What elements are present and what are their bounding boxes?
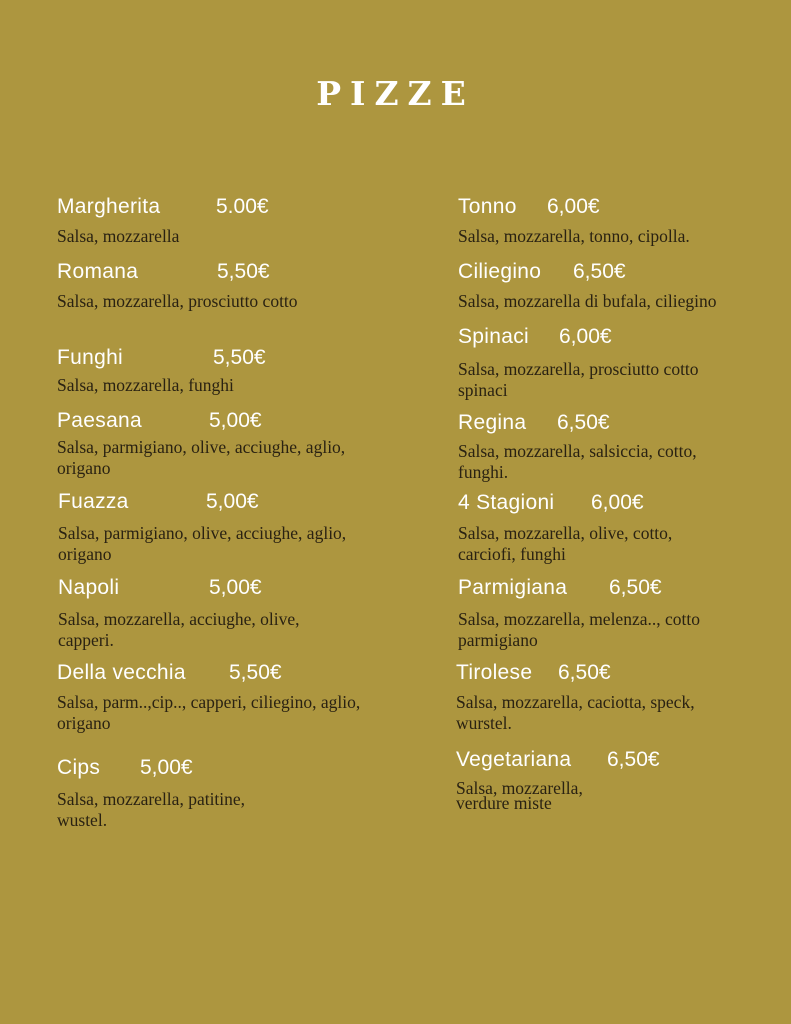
item-description: Salsa, mozzarella, salsiccia, cotto, funghi. xyxy=(458,441,697,482)
item-name: Funghi xyxy=(57,346,124,369)
item-description: Salsa, mozzarella, tonno, cipolla. xyxy=(458,226,690,246)
item-description: Salsa, mozzarella, acciughe, olive, capperi. xyxy=(58,609,300,650)
item-description: Salsa, mozzarella, melenza.., cotto parmigiano xyxy=(458,609,700,650)
item-name: Spinaci xyxy=(458,325,529,348)
item-price: 5,00€ xyxy=(209,409,262,432)
item-name: Ciliegino xyxy=(458,260,542,283)
item-name: Vegetariana xyxy=(456,748,572,771)
item-price: 6,50€ xyxy=(557,411,610,434)
item-name: Napoli xyxy=(58,576,120,599)
item-price: 6,50€ xyxy=(558,661,611,684)
item-name: Paesana xyxy=(57,409,143,432)
item-description: Salsa, mozzarella di bufala, ciliegino xyxy=(458,291,717,311)
item-name: Fuazza xyxy=(58,490,129,513)
item-price: 5,00€ xyxy=(140,756,193,779)
item-price: 5,50€ xyxy=(229,661,282,684)
item-price: 6,50€ xyxy=(609,576,662,599)
item-price: 5.00€ xyxy=(216,195,269,218)
item-name: Tonno xyxy=(458,195,517,218)
item-description: Salsa, mozzarella, verdure miste xyxy=(456,778,583,813)
item-price: 6,00€ xyxy=(547,195,600,218)
item-name: Tirolese xyxy=(456,661,533,684)
item-price: 5,00€ xyxy=(209,576,262,599)
item-price: 5,50€ xyxy=(217,260,270,283)
item-price: 5,00€ xyxy=(206,490,259,513)
item-description: Salsa, mozzarella, prosciutto cotto xyxy=(57,291,298,311)
item-description: Salsa, mozzarella, prosciutto cotto spinaci xyxy=(458,359,699,400)
item-description: Salsa, mozzarella, olive, cotto, carciofi, funghi xyxy=(458,523,673,564)
item-name: Margherita xyxy=(57,195,161,218)
item-price: 5,50€ xyxy=(213,346,266,369)
item-name: Parmigiana xyxy=(458,576,568,599)
item-price: 6,50€ xyxy=(573,260,626,283)
item-name: Cips xyxy=(57,756,101,779)
item-description: Salsa, mozzarella, caciotta, speck, wurstel. xyxy=(456,692,695,733)
item-name: Regina xyxy=(458,411,527,434)
page-title: PIZZE xyxy=(316,74,475,113)
item-description: Salsa, parmigiano, olive, acciughe, aglio, origano xyxy=(57,437,346,478)
item-description: Salsa, parm..,cip.., capperi, ciliegino, aglio, origano xyxy=(57,692,361,733)
item-description: Salsa, mozzarella, funghi xyxy=(57,375,234,395)
item-price: 6,00€ xyxy=(591,491,644,514)
item-name: Della vecchia xyxy=(57,661,186,684)
item-price: 6,50€ xyxy=(607,748,660,771)
item-name: 4 Stagioni xyxy=(458,491,555,514)
item-name: Romana xyxy=(57,260,139,283)
item-price: 6,00€ xyxy=(559,325,612,348)
item-description: Salsa, mozzarella xyxy=(57,226,180,246)
item-description: Salsa, parmigiano, olive, acciughe, aglio, origano xyxy=(58,523,347,564)
item-description: Salsa, mozzarella, patitine, wustel. xyxy=(57,789,246,830)
